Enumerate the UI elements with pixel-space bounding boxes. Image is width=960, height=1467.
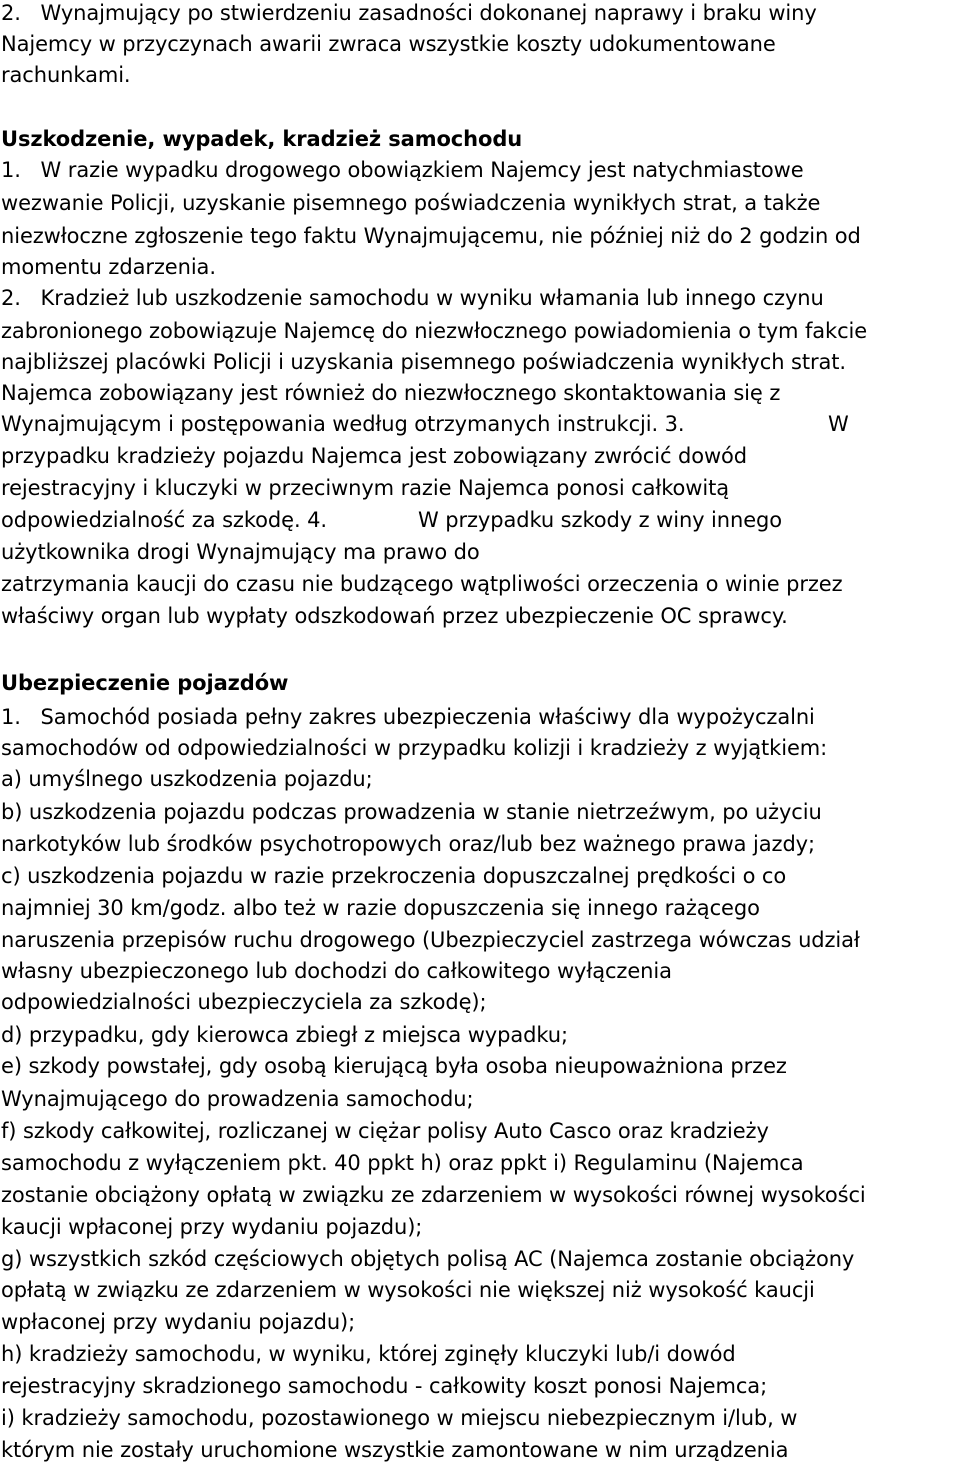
text-line: rejestracyjny i kluczyki w przeciwnym razie Najemca ponosi całkowitą: [1, 476, 729, 500]
text-line: g) wszystkich szkód częściowych objętych polisą AC (Najemca zostanie obciążony: [1, 1247, 855, 1271]
text-line: którym nie zostały uruchomione wszystkie zamontowane w nim urządzenia: [1, 1438, 789, 1462]
text-line: zatrzymania kaucji do czasu nie budzącego wątpliwości orzeczenia o winie przez: [1, 572, 843, 596]
text-line: 1. W razie wypadku drogowego obowiązkiem Najemcy jest natychmiastowe: [1, 158, 804, 182]
text-line: e) szkody powstałej, gdy osobą kierującą była osoba nieupoważniona przez: [1, 1054, 787, 1078]
text-line: najbliższej placówki Policji i uzyskania pisemnego poświadczenia wynikłych strat.: [1, 350, 846, 374]
text-line: a) umyślnego uszkodzenia pojazdu;: [1, 767, 373, 791]
text-line: rachunkami.: [1, 63, 131, 87]
text-line: właściwy organ lub wypłaty odszkodowań przez ubezpieczenie OC sprawcy.: [1, 604, 788, 628]
text-line: użytkownika drogi Wynajmujący ma prawo do: [1, 540, 480, 564]
text-line: wpłaconej przy wydaniu pojazdu);: [1, 1310, 356, 1334]
text-line: zabronionego zobowiązuje Najemcę do niezwłocznego powiadomienia o tym fakcie: [1, 319, 868, 343]
text-line: własny ubezpieczonego lub dochodzi do całkowitego wyłączenia: [1, 959, 672, 983]
text-line: zostanie obciążony opłatą w związku ze zdarzeniem w wysokości równej wysokości: [1, 1183, 866, 1207]
section-heading-vehicle-insurance: Ubezpieczenie pojazdów: [1, 671, 289, 695]
text-line: kaucji wpłaconej przy wydaniu pojazdu);: [1, 1215, 423, 1239]
text-line: 2. Wynajmujący po stwierdzeniu zasadności dokonanej naprawy i braku winy: [1, 1, 817, 25]
text-line: Najemcy w przyczynach awarii zwraca wszystkie koszty udokumentowane: [1, 32, 776, 56]
text-line: rejestracyjny skradzionego samochodu - całkowity koszt ponosi Najemca;: [1, 1374, 768, 1398]
text-line: i) kradzieży samochodu, pozostawionego w miejscu niebezpiecznym i/lub, w: [1, 1406, 798, 1430]
text-line: Wynajmującego do prowadzenia samochodu;: [1, 1087, 474, 1111]
text-line: momentu zdarzenia.: [1, 255, 216, 279]
text-line: 2. Kradzież lub uszkodzenie samochodu w wyniku włamania lub innego czynu: [1, 286, 824, 310]
text-line: f) szkody całkowitej, rozliczanej w ciężar polisy Auto Casco oraz kradzieży: [1, 1119, 769, 1143]
text-line: odpowiedzialność za szkodę. 4.: [1, 508, 327, 532]
text-line: opłatą w związku ze zdarzeniem w wysokości nie większej niż wysokość kaucji: [1, 1278, 815, 1302]
text-line: Wynajmującym i postępowania według otrzymanych instrukcji. 3.: [1, 412, 685, 436]
text-line: b) uszkodzenia pojazdu podczas prowadzenia w stanie nietrzeźwym, po użyciu: [1, 800, 822, 824]
text-line: d) przypadku, gdy kierowca zbiegł z miejsca wypadku;: [1, 1023, 568, 1047]
text-line: naruszenia przepisów ruchu drogowego (Ubezpieczyciel zastrzega wówczas udział: [1, 928, 860, 952]
text-line: Najemca zobowiązany jest również do niezwłocznego skontaktowania się z: [1, 381, 781, 405]
text-fragment: W przypadku szkody z winy innego: [418, 508, 783, 532]
text-line: niezwłoczne zgłoszenie tego faktu Wynajmującemu, nie później niż do 2 godzin od: [1, 224, 861, 248]
text-line: samochodu z wyłączeniem pkt. 40 ppkt h) oraz ppkt i) Regulaminu (Najemca: [1, 1151, 804, 1175]
text-line: wezwanie Policji, uzyskanie pisemnego poświadczenia wynikłych strat, a także: [1, 191, 821, 215]
text-line: h) kradzieży samochodu, w wyniku, której zginęły kluczyki lub/i dowód: [1, 1342, 736, 1366]
text-line: c) uszkodzenia pojazdu w razie przekroczenia dopuszczalnej prędkości o co: [1, 864, 787, 888]
text-line: najmniej 30 km/godz. albo też w razie dopuszczenia się innego rażącego: [1, 896, 760, 920]
text-fragment: W: [828, 412, 849, 436]
text-line: samochodów od odpowiedzialności w przypadku kolizji i kradzieży z wyjątkiem:: [1, 736, 828, 760]
text-line: narkotyków lub środków psychotropowych oraz/lub bez ważnego prawa jazdy;: [1, 832, 815, 856]
text-line: przypadku kradzieży pojazdu Najemca jest zobowiązany zwrócić dowód: [1, 444, 748, 468]
section-heading-damage-accident-theft: Uszkodzenie, wypadek, kradzież samochodu: [1, 127, 523, 151]
text-line: odpowiedzialności ubezpieczyciela za szkodę);: [1, 990, 487, 1014]
text-line: 1. Samochód posiada pełny zakres ubezpieczenia właściwy dla wypożyczalni: [1, 705, 815, 729]
